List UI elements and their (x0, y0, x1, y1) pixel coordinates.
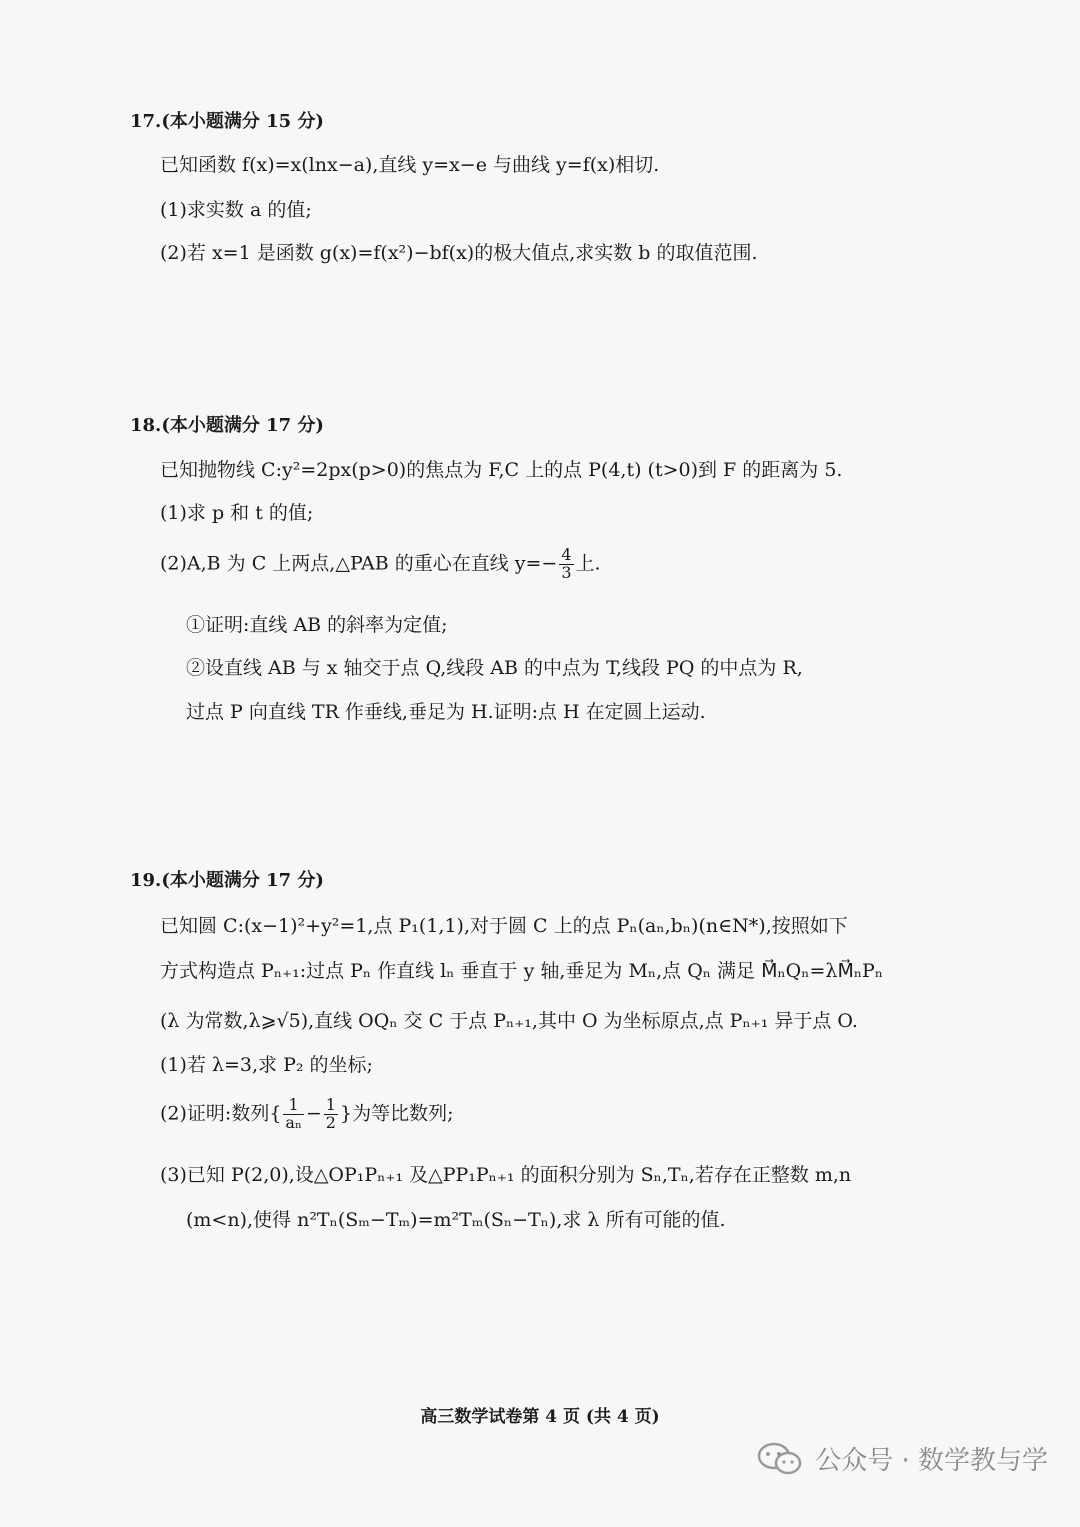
watermark-text: 公众号 · 数学教与学 (815, 1446, 1048, 1476)
fraction-numerator: 1 (325, 1095, 336, 1114)
page-footer: 高三数学试卷第 4 页 (共 4 页) (420, 1407, 660, 1427)
q18-part1: (1)求 p 和 t 的值; (160, 502, 314, 524)
fraction-numerator: 1 (283, 1097, 303, 1115)
fraction-four-thirds (559, 547, 573, 582)
q19-stem-line3: (λ 为常数,λ⩾√5),直线 OQₙ 交 C 于点 Pₙ₊₁,其中 O 为坐标原点,点 Pₙ₊₁ 异于点 O. (160, 1010, 858, 1032)
q19-part3-line1: (3)已知 P(2,0),设△OP₁Pₙ₊₁ 及△PP₁Pₙ₊₁ 的面积分别为 Sₙ,Tₙ,若存在正整数 m,n (160, 1164, 852, 1186)
fraction-one-over-an (283, 1097, 303, 1132)
q19-part1: (1)若 λ=3,求 P₂ 的坐标; (160, 1054, 373, 1076)
q18-sub2-line1: ②设直线 AB 与 x 轴交于点 Q,线段 AB 的中点为 T,线段 PQ 的中点为 R, (186, 657, 803, 679)
wechat-icon (757, 1442, 803, 1476)
fraction-denominator: aₙ (285, 1112, 302, 1132)
q17-part1: (1)求实数 a 的值; (160, 199, 312, 221)
minus-sign: − (305, 1102, 322, 1125)
fraction-numerator: 4 (561, 545, 572, 564)
fraction-denominator: 2 (325, 1112, 336, 1132)
fraction-denominator: 3 (561, 562, 572, 582)
q19-stem-line1: 已知圆 C:(x−1)²+y²=1,点 P₁(1,1),对于圆 C 上的点 Pₙ(aₙ,bₙ)(n∈N*),按照如下 (160, 915, 848, 937)
q18-part2-tail: 上. (575, 552, 601, 575)
q19-header: 19.(本小题满分 17 分) (130, 870, 324, 891)
q19-part2-text: (2)证明:数列{ (160, 1102, 282, 1125)
watermark (757, 1440, 1048, 1477)
q17-stem: 已知函数 f(x)=x(lnx−a),直线 y=x−e 与曲线 y=f(x)相切. (160, 154, 660, 176)
q18-sub2-line2: 过点 P 向直线 TR 作垂线,垂足为 H.证明:点 H 在定圆上运动. (186, 701, 706, 723)
q18-header: 18.(本小题满分 17 分) (130, 415, 324, 436)
fraction-one-half (324, 1097, 338, 1132)
q19-stem-line2: 方式构造点 Pₙ₊₁:过点 Pₙ 作直线 lₙ 垂直于 y 轴,垂足为 Mₙ,点 Qₙ 满足 M⃗ₙQₙ=λM⃗ₙPₙ (160, 960, 884, 982)
q18-sub1: ①证明:直线 AB 的斜率为定值; (186, 614, 448, 636)
q17-header: 17.(本小题满分 15 分) (130, 111, 324, 132)
q18-stem: 已知抛物线 C:y²=2px(p>0)的焦点为 F,C 上的点 P(4,t) (t>0)到 F 的距离为 5. (160, 459, 843, 481)
q19-part2-tail: }为等比数列; (339, 1102, 454, 1125)
q18-part2-text: (2)A,B 为 C 上两点,△PAB 的重心在直线 y=− (160, 552, 558, 575)
q18-part2 (160, 547, 601, 582)
q19-part2 (160, 1097, 453, 1132)
q17-part2: (2)若 x=1 是函数 g(x)=f(x²)−bf(x)的极大值点,求实数 b 的取值范围. (160, 242, 758, 264)
q19-part3-line2: (m<n),使得 n²Tₙ(Sₘ−Tₘ)=m²Tₘ(Sₙ−Tₙ),求 λ 所有可能的值. (186, 1209, 726, 1231)
